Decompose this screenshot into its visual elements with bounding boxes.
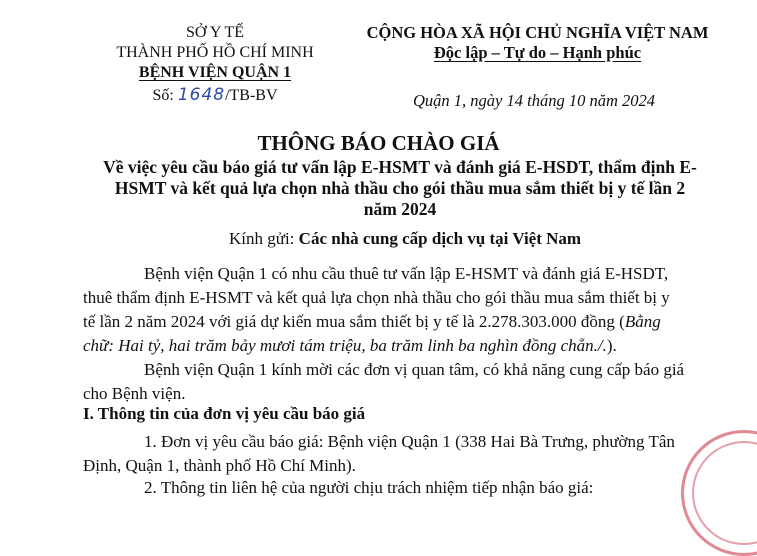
paragraph-1-line-3-italic: Bằng: [624, 312, 661, 331]
subtitle-line-2: HSMT và kết quả lựa chọn nhà thầu cho gói thầu mua sắm thiết bị y tế lần 2: [114, 178, 686, 198]
paragraph-1-line-4: [83, 334, 670, 358]
paragraph-2-line-1: Bệnh viện Quận 1 kính mời các đơn vị quan tâm, có khả năng cung cấp báo giá: [144, 360, 685, 379]
document-number: [100, 85, 330, 106]
paragraph-1-line-4-end: ).: [606, 336, 617, 355]
section-1-item-1: [83, 430, 675, 478]
paragraph-1-line-3-main: tế lần 2 năm 2024 với giá dự kiến mua sắm thiết bị y tế là 2.278.303.000 đồng (: [83, 312, 625, 331]
paragraph-1: [83, 262, 670, 358]
paragraph-1-line-1: Bệnh viện Quận 1 có nhu cầu thuê tư vấn lập E-HSMT và đánh giá E-HSDT,: [144, 264, 669, 283]
motto-subline: Độc lập – Tự do – Hạnh phúc: [433, 43, 642, 62]
section-1-item-1-line-2: Định, Quận 1, thành phố Hồ Chí Minh).: [83, 456, 356, 475]
city-line: THÀNH PHỐ HỒ CHÍ MINH: [116, 44, 314, 61]
hospital-name: BỆNH VIỆN QUẬN 1: [138, 64, 292, 81]
header-left: [100, 23, 330, 106]
recipient-prefix: Kính gửi:: [229, 229, 299, 248]
doc-number-prefix: Số:: [152, 87, 178, 104]
subtitle-line-3: năm 2024: [363, 199, 437, 219]
doc-number-handwritten: 1648: [177, 85, 226, 105]
paragraph-1-line-3: [83, 310, 670, 334]
document-date: Quận 1, ngày 14 tháng 10 năm 2024: [413, 91, 655, 110]
country-motto: CỘNG HÒA XÃ HỘI CHỦ NGHĨA VIỆT NAM: [366, 23, 709, 42]
official-stamp: [681, 430, 757, 556]
paragraph-1-line-2: thuê thẩm định E-HSMT và kết quả lựa chọn nhà thầu cho gói thầu mua sắm thiết bị y: [83, 288, 670, 307]
agency-line: SỞ Y TẾ: [185, 24, 245, 41]
section-1-item-2: 2. Thông tin liên hệ của người chịu trách nhiệm tiếp nhận báo giá:: [144, 478, 594, 497]
paragraph-2-line-2: cho Bệnh viện.: [83, 384, 186, 403]
recipient-line: [229, 229, 581, 249]
document-title: THÔNG BÁO CHÀO GIÁ: [257, 131, 500, 155]
recipient-name: Các nhà cung cấp dịch vụ tại Việt Nam: [298, 229, 582, 248]
doc-number-suffix: /TB-BV: [225, 87, 278, 104]
section-1-item-1-line-1: 1. Đơn vị yêu cầu báo giá: Bệnh viện Quận 1 (338 Hai Bà Trưng, phường Tân: [144, 432, 675, 451]
document-subtitle: [60, 157, 740, 220]
section-1-heading: I. Thông tin của đơn vị yêu cầu báo giá: [83, 404, 366, 423]
subtitle-line-1: Về việc yêu cầu báo giá tư vấn lập E-HSMT và đánh giá E-HSDT, thẩm định E-: [103, 157, 697, 177]
paragraph-2: [83, 358, 684, 406]
amount-in-words: chữ: Hai tỷ, hai trăm bảy mươi tám triệu, ba trăm linh ba nghìn đồng chẵn./.: [83, 336, 607, 355]
header-right: [355, 23, 720, 63]
